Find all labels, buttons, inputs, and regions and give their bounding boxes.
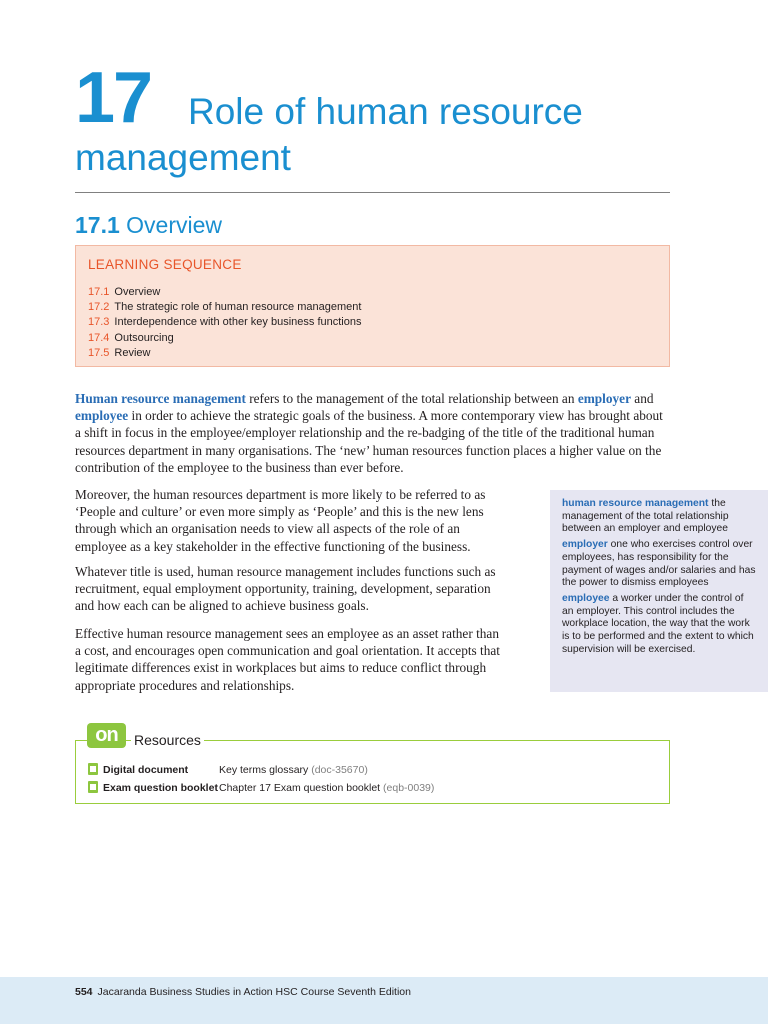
- learning-sequence-title: LEARNING SEQUENCE: [88, 257, 242, 272]
- footer-text: [75, 985, 411, 999]
- body-paragraph-4: Effective human resource management sees an employee as an asset rather than a cost, and encourages open communication and goal orientation. It accepts that legitimate differences exist in workplaces but aims to reduce conflict through appropriate procedures and relationships.: [75, 626, 500, 693]
- section-number: 17.1: [75, 212, 120, 238]
- section-title: Overview: [126, 212, 223, 238]
- resource-type: Digital document: [103, 764, 189, 776]
- body-paragraph-3: Whatever title is used, human resource management includes functions such as recruitment, equal employment opportunity, training, development, separation and how each can be aligned to achieve business goals.: [75, 564, 496, 614]
- resource-code: (eqb-0039): [383, 782, 435, 794]
- book-title: Jacaranda Business Studies in Action HSC Course Seventh Edition: [97, 986, 411, 998]
- body-text: and: [630, 391, 654, 406]
- learning-item[interactable]: [88, 331, 657, 346]
- glossary-term: employer: [562, 539, 608, 551]
- glossary-definition: a worker under the control of an employer. This control includes the workplace location, the way that the work is to be performed and the extent to which supervision will be exercised.: [562, 592, 754, 655]
- learning-item-label: Overview: [114, 286, 161, 298]
- learning-item[interactable]: [88, 315, 657, 330]
- chapter-title-line2: management: [75, 137, 291, 178]
- chapter-title: [75, 58, 675, 180]
- chapter-title-line1: Role of human resource: [188, 91, 583, 132]
- body-paragraph-2: Moreover, the human resources department is more likely to be referred to as ‘People and culture’ or even more simply as ‘People’ and this is the new lens through which an organisation needs to view all aspects of the role of an employee as a key stakeholder in the effective functioning of the business.: [75, 487, 486, 554]
- learning-item-label: The strategic role of human resource management: [114, 301, 362, 314]
- resource-row[interactable]: [88, 781, 434, 795]
- learning-item-label: Interdependence with other key business functions: [114, 316, 362, 329]
- title-divider: [75, 192, 670, 193]
- learning-item[interactable]: [88, 285, 657, 300]
- page-number: 554: [75, 986, 93, 998]
- glossary-entry: [562, 593, 756, 657]
- resource-type: Exam question booklet: [103, 782, 218, 794]
- learning-item-number: 17.4: [88, 331, 110, 344]
- learning-item-number: 17.1: [88, 286, 110, 298]
- learning-item[interactable]: [88, 300, 657, 315]
- resources-box: [75, 724, 670, 804]
- document-icon: [88, 763, 98, 775]
- section-heading: [75, 210, 222, 240]
- body-paragraph-1: [75, 390, 670, 476]
- resource-code: (doc-35670): [311, 764, 368, 776]
- glossary-entry: [562, 539, 756, 590]
- resource-link[interactable]: Key terms glossary: [219, 764, 309, 776]
- glossary-term: human resource management: [562, 498, 709, 509]
- resource-link[interactable]: Chapter 17 Exam question booklet: [219, 782, 381, 794]
- glossary-sidebar: [550, 490, 768, 692]
- chapter-number: 17: [75, 58, 152, 138]
- learning-item-number: 17.2: [88, 301, 110, 314]
- body-text: refers to the management of the total relationship between an: [245, 391, 578, 406]
- learning-item-number: 17.5: [88, 346, 110, 359]
- learning-item-label: Review: [114, 346, 151, 359]
- key-term-employer[interactable]: employer: [577, 391, 631, 406]
- glossary-term: employee: [562, 592, 610, 604]
- glossary-entry: [562, 498, 756, 536]
- resource-row[interactable]: [88, 763, 368, 777]
- key-term-hrm[interactable]: Human resource management: [75, 391, 246, 406]
- learning-item[interactable]: [88, 346, 657, 361]
- on-logo-icon: on: [87, 723, 126, 748]
- learning-item-number: 17.3: [88, 316, 110, 329]
- learning-item-label: Outsourcing: [114, 331, 174, 344]
- page-footer: [0, 977, 768, 1024]
- booklet-icon: [88, 781, 98, 793]
- key-term-employee[interactable]: employee: [75, 408, 129, 424]
- glossary-definition: one who exercises control over employees, has responsibility for the payment of wages and/or salaries and has the power to dismiss employees: [562, 539, 756, 589]
- body-text: in order to achieve the strategic goals of the business. A more contemporary view has brought about a shift in focus in the employee/employer relationship and the re-badging of the title of the traditional human resources department in many organisations. The ‘new’ human resources function places a higher value on the contribution of the employee to the business than ever before.: [75, 408, 663, 475]
- learning-sequence-box: [75, 245, 670, 367]
- resources-label: Resources: [131, 731, 204, 749]
- glossary-definition: the management of the total relationship between an employer and employee: [562, 498, 729, 535]
